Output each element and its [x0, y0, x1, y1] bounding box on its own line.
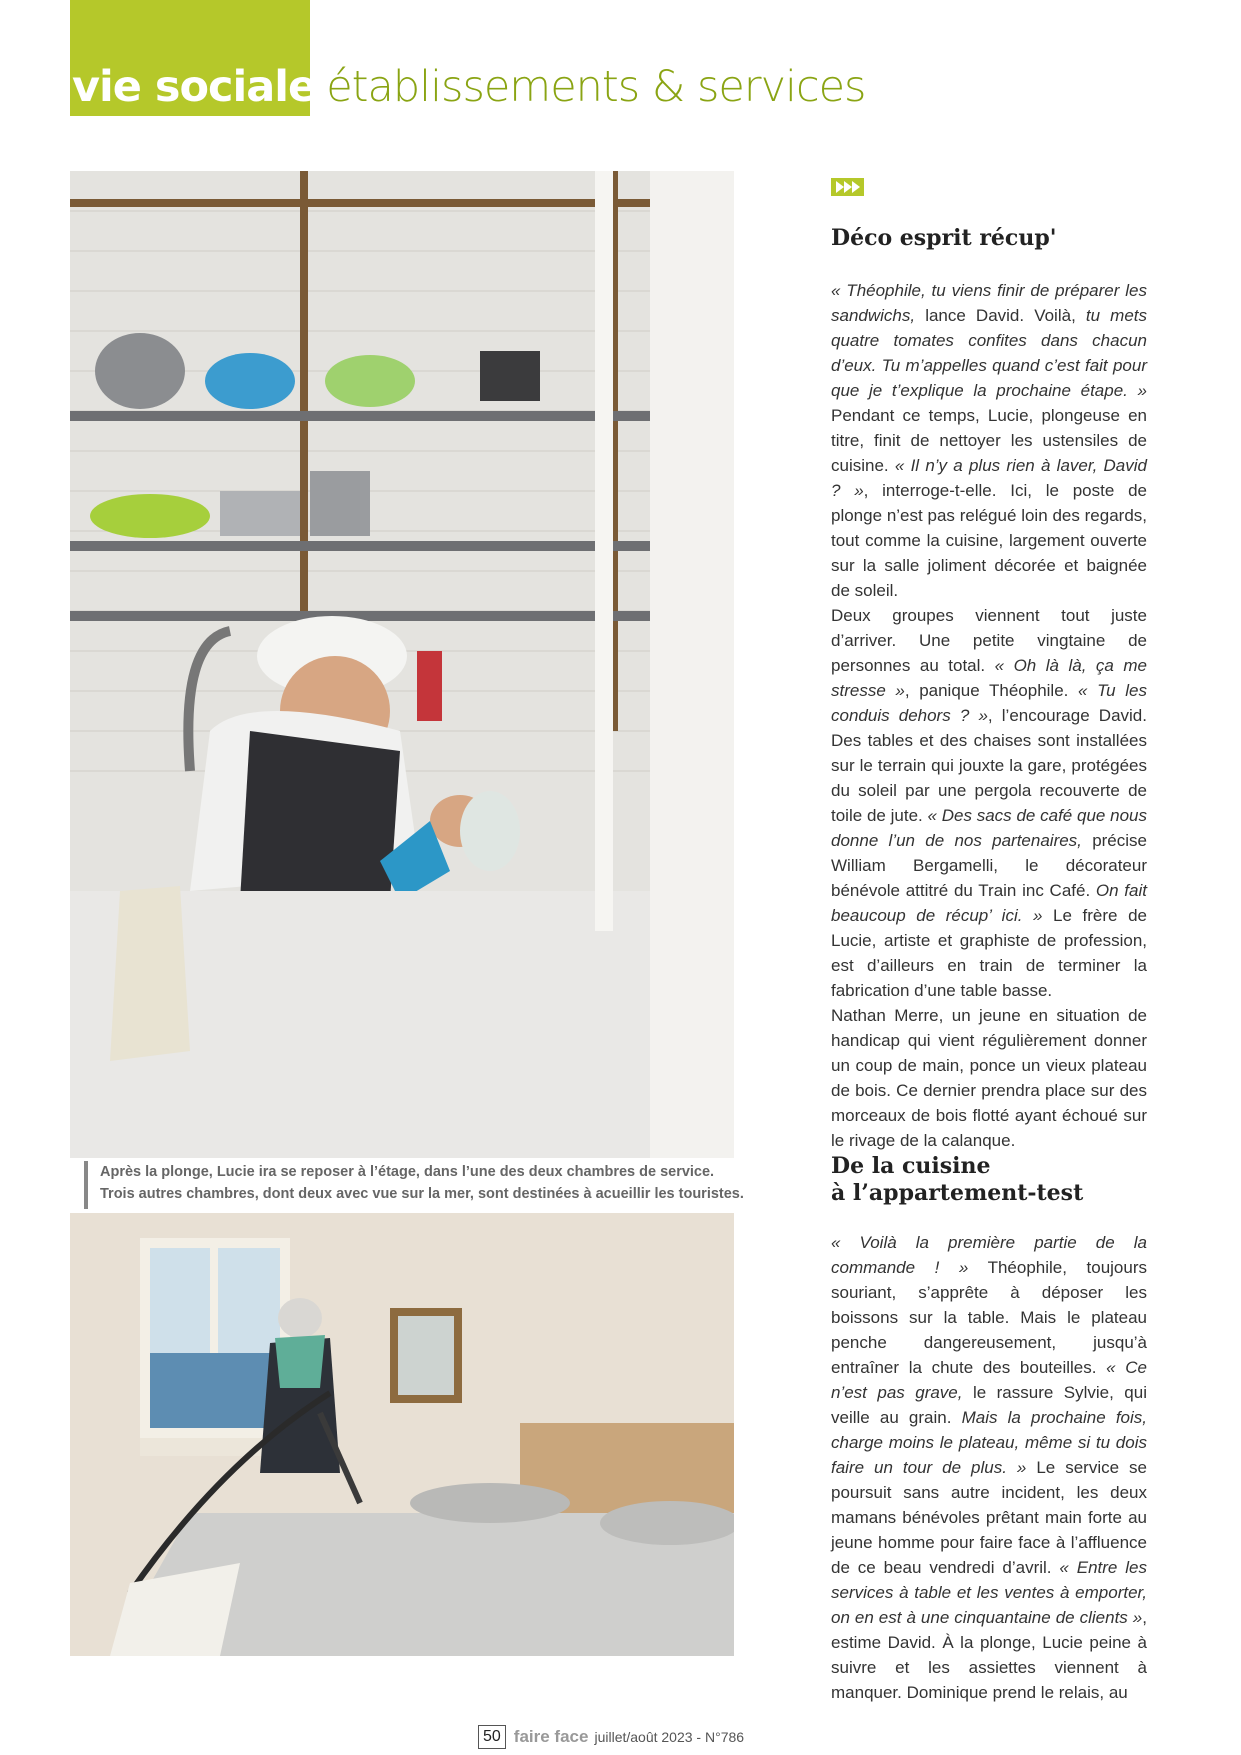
- issue-info: juillet/août 2023 - N°786: [594, 1729, 745, 1745]
- page-number: 50: [478, 1725, 506, 1749]
- paragraph: « Théophile, tu viens finir de préparer les sandwichs, lance David. Voilà, tu mets quatre tomates confites dans chacun d’eux. Tu m’appelles quand c’est fait pour que je t’explique la prochaine étape. » Pendant ce temps, Lucie, plongeuse en titre, finit de nettoyer les ustensiles de cuisine. « Il n’y a plus rien à laver, David ? », interroge-t-elle. Ici, le poste de plonge n’est pas relégué loin des regards, tout comme la cuisine, largement ouverte sur la salle joliment décorée et baignée de soleil.: [831, 281, 1147, 600]
- kitchen-photo: [70, 171, 734, 1158]
- paragraph: « Voilà la première partie de la commande ! » Théophile, toujours souriant, s’apprête à déposer les boissons sur la table. Mais le plateau penche dangereusement, jusqu’à entraîner la chute des bouteilles. « Ce n’est pas grave, le rassure Sylvie, qui veille au grain. Mais la prochaine fois, charge moins le plateau, même si tu dois faire un tour de plus. » Le service se poursuit sans autre incident, les deux mamans bénévoles prêtant main forte au jeune homme pour faire face à l’affluence de ce beau vendredi d’avril. « Entre les services à table et les ventes à emporter, on en est à une cinquantaine de clients », estime David. À la plonge, Lucie peine à suivre et les assiettes viennent à manquer. Dominique prend le relais, au: [831, 1233, 1148, 1702]
- page-footer: [478, 1723, 744, 1751]
- rubric-title: vie sociale: [72, 62, 317, 112]
- paragraph: Deux groupes viennent tout juste d’arriver. Une petite vingtaine de personnes au total. « Oh là là, ça me stresse », panique Théophile. « Tu les conduis dehors ? », l’encourage David. Des tables et des chaises sont installées sur le terrain qui jouxte la gare, protégées du soleil par une pergola recouverte de toile de jute. « Des sacs de café que nous donne l’un de nos partenaires, précise William Bergamelli, le décorateur bénévole attitré du Train inc Café. On fait beaucoup de récup’ ici. » Le frère de Lucie, artiste et graphiste de profession, est d’ailleurs en train de terminer la fabrication d’une table basse.: [831, 606, 1147, 1000]
- section2-heading: De la cuisine à l’appartement-test: [831, 1153, 1084, 1206]
- paragraph: Nathan Merre, un jeune en situation de handicap qui vient régulièrement donner un coup de main, ponce un vieux plateau de bois. Ce dernier prendra place sur des morceaux de bois flotté ayant échoué sur le rivage de la calanque.: [831, 1006, 1147, 1150]
- section-title: établissements & services: [326, 62, 866, 112]
- section1-body: [831, 278, 1147, 1153]
- caption-line-2: Trois autres chambres, dont deux avec vue sur la mer, sont destinées à acueillir les touristes.: [100, 1186, 744, 1202]
- bedroom-photo: [70, 1213, 734, 1656]
- caption-line-1: Après la plonge, Lucie ira se reposer à l’étage, dans l’une des deux chambres de service.: [100, 1164, 715, 1180]
- page-header: [72, 62, 865, 122]
- section1-heading: Déco esprit récup': [831, 225, 1057, 251]
- section2-body: [831, 1230, 1147, 1705]
- magazine-name: faire face: [513, 1727, 589, 1746]
- photo-caption: [84, 1161, 744, 1209]
- triple-arrow-icon: [831, 178, 864, 196]
